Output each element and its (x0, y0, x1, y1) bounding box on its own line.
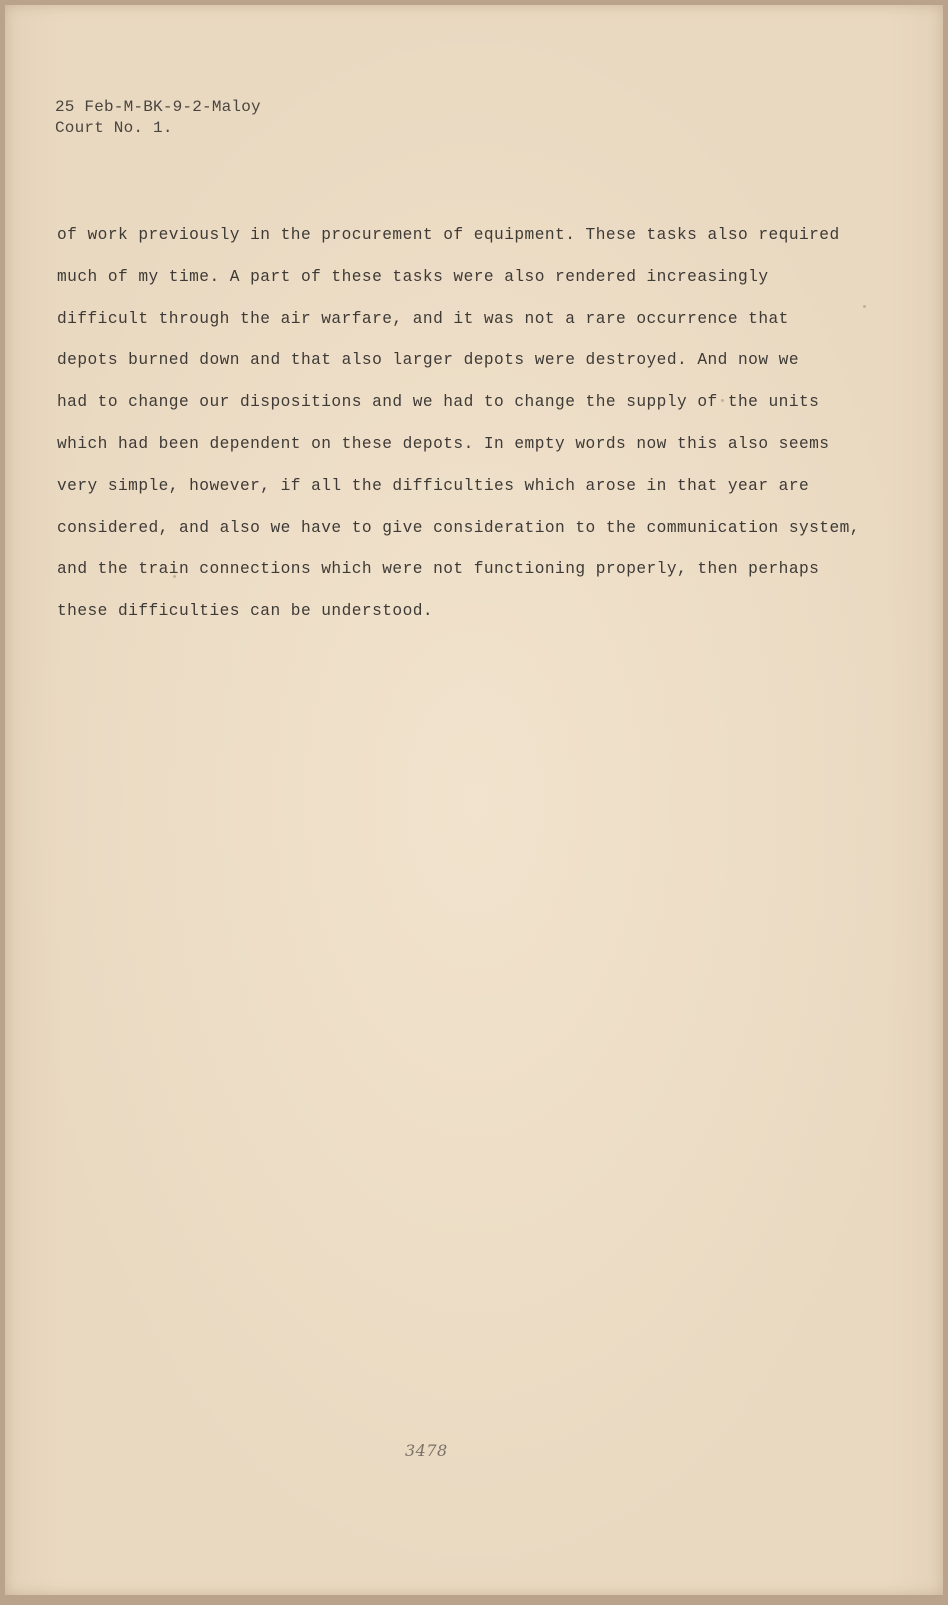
body-line-10: these difficulties can be understood. (57, 602, 434, 621)
document-page (5, 5, 943, 1595)
body-line-5: had to change our dispositions and we had to change the supply of the units (57, 393, 820, 412)
body-line-1: of work previously in the procurement of equipment. These tasks also required (57, 226, 840, 244)
page-number: 3478 (405, 1441, 448, 1460)
header-reference: 25 Feb-M-BK-9-2-Maloy (55, 98, 261, 116)
paper-speck (863, 305, 866, 308)
body-line-9: and the train connections which were not functioning properly, then perhaps (57, 560, 820, 579)
document-header (55, 97, 261, 139)
body-line-2: much of my time. A part of these tasks were also rendered increasingly (57, 267, 769, 286)
paper-speck (173, 575, 176, 578)
body-line-7: very simple, however, if all the difficulties which arose in that year are (57, 476, 810, 495)
body-line-6: which had been dependent on these depots. In empty words now this also seems (57, 434, 830, 453)
header-court-number: Court No. 1. (55, 119, 173, 137)
document-body (57, 215, 877, 633)
body-line-3: difficult through the air warfare, and it was not a rare occurrence that (57, 309, 789, 328)
paper-speck (721, 399, 724, 402)
body-line-8: considered, and also we have to give consideration to the communication system, (57, 518, 860, 537)
body-line-4: depots burned down and that also larger depots were destroyed. And now we (57, 351, 799, 370)
